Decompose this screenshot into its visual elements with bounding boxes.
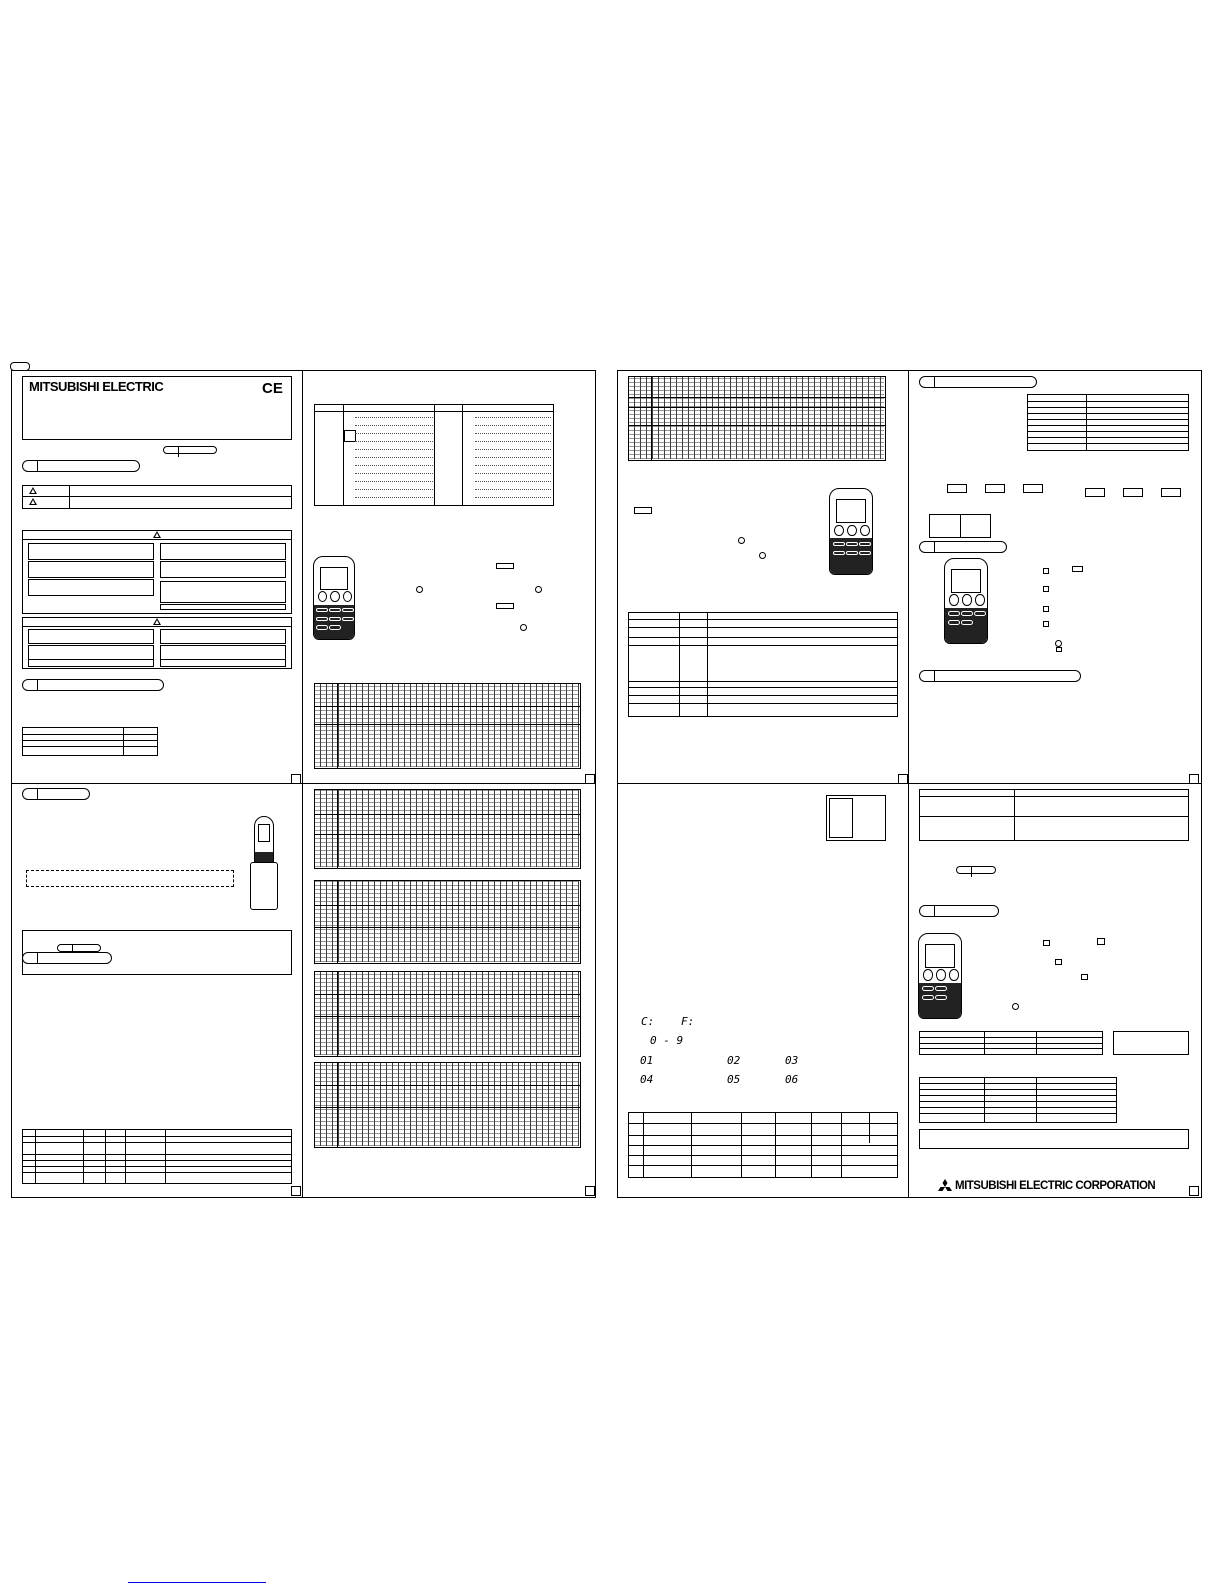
code-table-a (314, 404, 554, 506)
dashed-note-box (26, 870, 234, 887)
code-grid-4-frame (314, 971, 581, 1057)
display-digit-02: 02 (727, 1054, 741, 1067)
section-header-battery (22, 952, 112, 964)
check-table-c (919, 1077, 1117, 1123)
button-symbol (1043, 568, 1049, 574)
unit-pair-diagram (929, 514, 991, 538)
set-button-symbol (1012, 1003, 1019, 1010)
sheet-right-horizontal-divider (617, 783, 1201, 784)
section-header-reset (919, 670, 1081, 682)
model-label-pill (163, 446, 217, 454)
page-number-box (585, 1186, 595, 1196)
display-digit-05: 05 (727, 1073, 741, 1086)
edge-tab (10, 362, 30, 371)
footer-note-box (919, 1129, 1189, 1149)
remote-controller-icon (313, 556, 355, 640)
button-symbol (496, 603, 514, 609)
button-symbol (1043, 940, 1050, 946)
select-button-symbol (416, 586, 423, 593)
display-range: 0 - 9 (650, 1034, 684, 1047)
page-number-box (291, 774, 301, 784)
code-grid-6-frame (628, 376, 886, 461)
ce-mark: CE (262, 380, 283, 397)
remote-controller-icon (944, 558, 988, 644)
page-number-box (291, 1186, 301, 1196)
remote-controller-icon (918, 933, 962, 1019)
warning-block (22, 530, 292, 614)
button-symbol (1056, 647, 1062, 652)
lcd-display-diagram (826, 795, 886, 841)
section-header-unit-no (919, 541, 1007, 553)
display-c-label: C: (641, 1015, 655, 1028)
display-digit-01: 01 (640, 1054, 654, 1067)
display-digit-06: 06 (785, 1073, 799, 1086)
indoor-unit-icon (1161, 488, 1181, 497)
section-header-parts (22, 679, 164, 691)
caution-block (22, 617, 292, 669)
model-label-pill (956, 866, 996, 874)
button-symbol (496, 563, 514, 569)
button-symbol (1043, 586, 1049, 592)
set-button-symbol (520, 624, 527, 631)
sheet-left-horizontal-divider (11, 783, 595, 784)
warning-triangle-icon (153, 531, 161, 538)
function-table (628, 612, 898, 717)
page-number-box (1189, 1186, 1199, 1196)
indoor-unit-icon (1123, 488, 1143, 497)
set-button-symbol (535, 586, 542, 593)
select-button-symbol (738, 537, 745, 544)
code-grid-1-frame (314, 683, 581, 769)
indoor-unit-icon (947, 484, 967, 493)
corporation-logo-text: MITSUBISHI ELECTRIC CORPORATION (955, 1180, 1156, 1192)
display-digit-04: 04 (640, 1073, 654, 1086)
code-grid-3-frame (314, 880, 581, 964)
set-button-symbol (1055, 640, 1062, 647)
sheet-right (617, 370, 1202, 1198)
check-table-a (919, 1031, 1103, 1055)
indoor-unit-icon (1023, 484, 1043, 493)
set-button-symbol (759, 552, 766, 559)
button-symbol (1072, 566, 1083, 572)
check-box-b (1113, 1031, 1189, 1055)
footer-link-underline (128, 1582, 266, 1583)
caution-triangle-icon (153, 618, 161, 625)
indoor-unit-icon (1085, 488, 1105, 497)
section-header-settings (919, 376, 1037, 388)
page-number-box (1189, 774, 1199, 784)
three-diamonds-icon (936, 1179, 954, 1195)
button-symbol (1097, 938, 1105, 945)
brand-logo-text: MITSUBISHI ELECTRIC (29, 379, 164, 394)
warning-legend-table (22, 485, 292, 509)
model-table (628, 1112, 898, 1178)
settings-table (1027, 394, 1189, 451)
button-symbol (1081, 974, 1088, 980)
page-number-box (898, 774, 908, 784)
button-symbol (1055, 959, 1062, 965)
button-symbol (634, 507, 652, 514)
parts-table (22, 727, 158, 756)
display-f-label: F: (681, 1015, 695, 1028)
indoor-unit-icon (985, 484, 1005, 493)
section-header-safety (22, 460, 140, 472)
section-header-holder (22, 788, 90, 800)
remote-holder-icon (250, 816, 280, 910)
remote-controller-icon (829, 488, 873, 575)
section-header-confirm (919, 905, 999, 917)
caution-triangle-icon (29, 498, 37, 505)
code-grid-2-frame (314, 789, 581, 869)
display-digit-03: 03 (785, 1054, 799, 1067)
warning-triangle-icon (29, 487, 37, 494)
button-symbol (1043, 621, 1049, 627)
button-symbol (1043, 606, 1049, 612)
code-grid-5-frame (314, 1062, 581, 1148)
note-table (919, 789, 1189, 841)
model-label-pill (57, 944, 101, 952)
spec-table (22, 1129, 292, 1184)
page-number-box (585, 774, 595, 784)
